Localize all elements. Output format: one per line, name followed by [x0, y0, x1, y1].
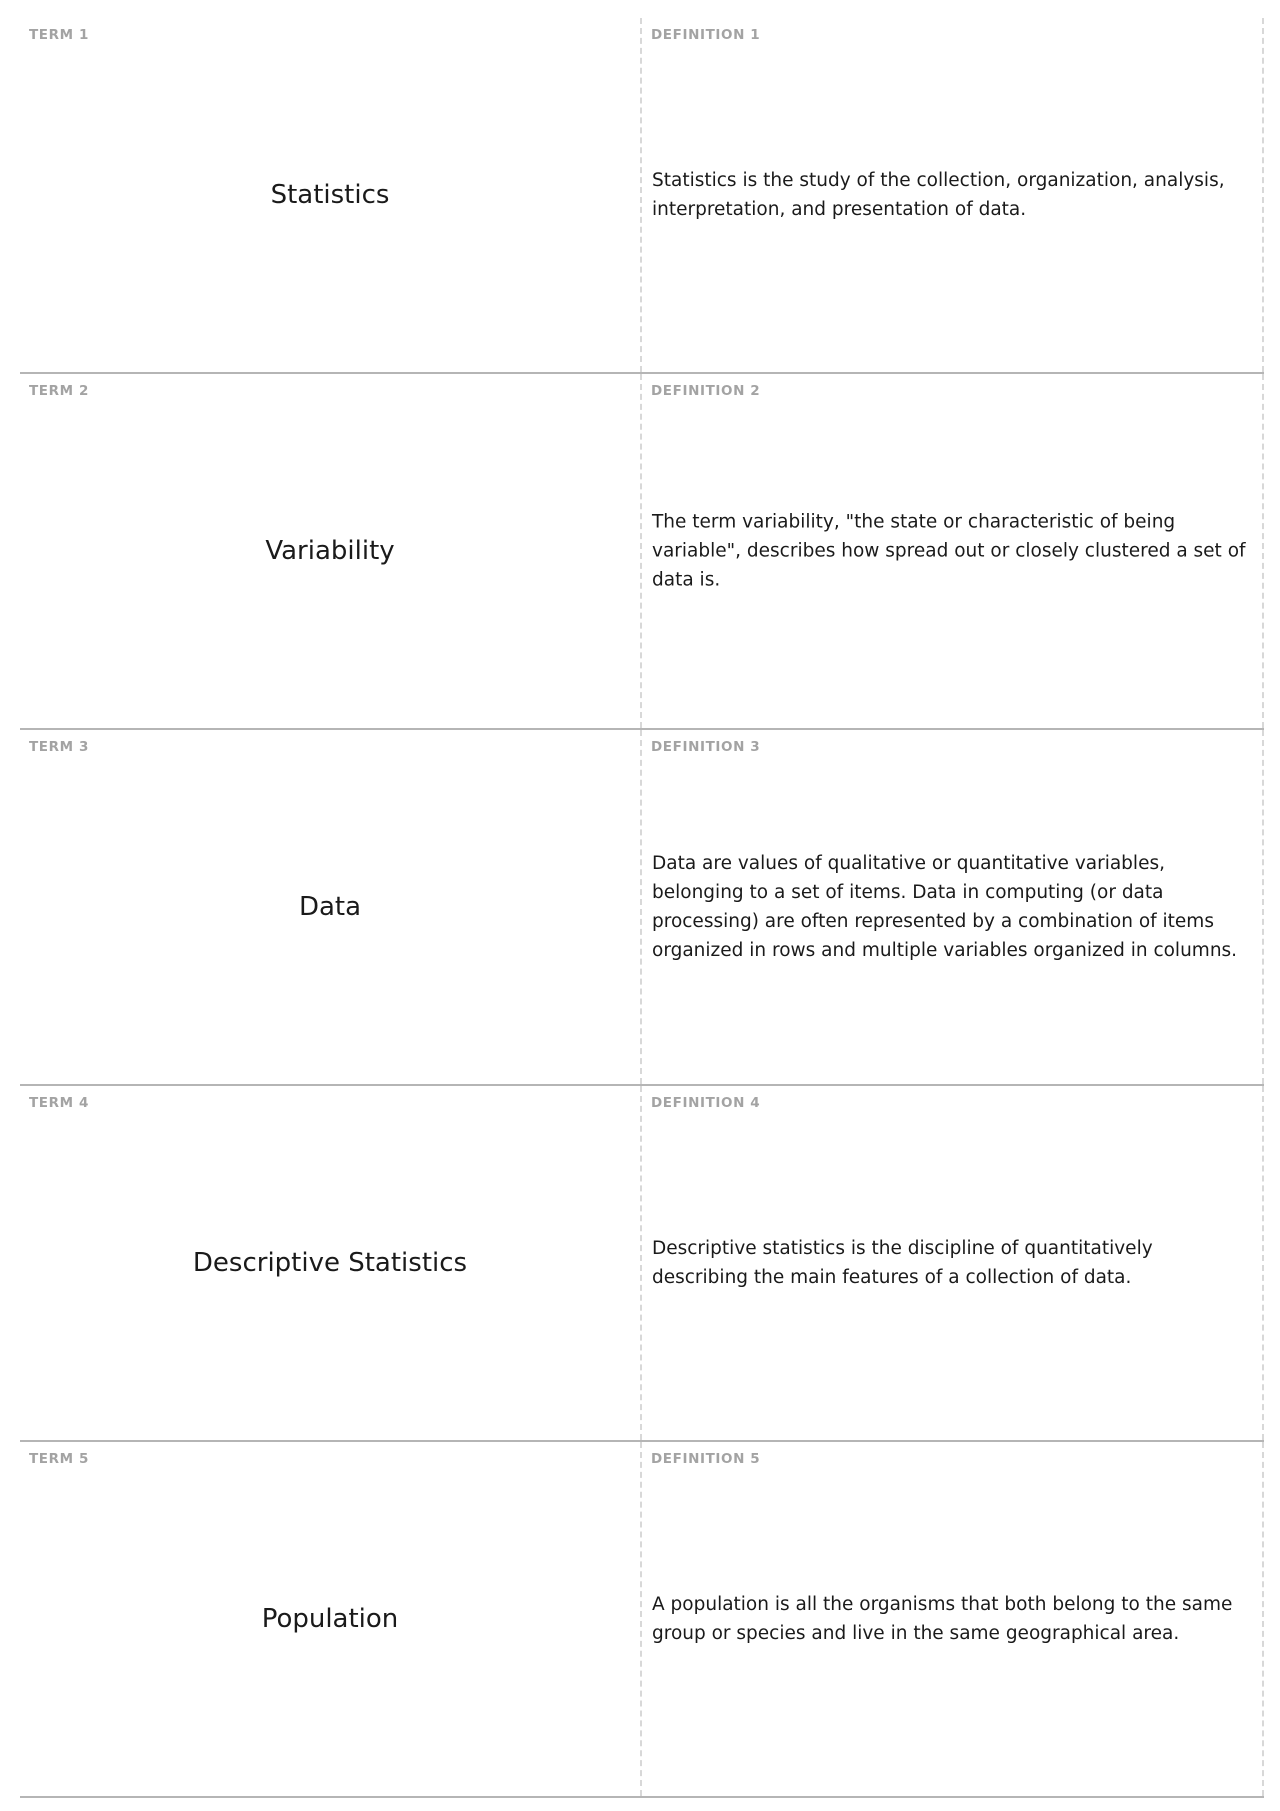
term-label: TERM 4 [29, 1095, 89, 1111]
flashcard-row-2 [20, 374, 1264, 730]
term-cell [20, 1086, 642, 1440]
definition-text: The term variability, "the state or characteristic of being variable", describes how spread out or closely clustered a set of data is. [652, 511, 1246, 591]
definition-label: DEFINITION 5 [651, 1451, 761, 1467]
term-text: Statistics [270, 180, 390, 210]
term-text: Variability [265, 536, 395, 566]
term-label: TERM 5 [29, 1451, 89, 1467]
definition-cell [642, 730, 1264, 1084]
definition-label: DEFINITION 3 [651, 739, 761, 755]
term-text: Population [261, 1604, 399, 1634]
definition-label: DEFINITION 2 [651, 383, 761, 399]
term-text: Data [298, 892, 362, 922]
definition-text: A population is all the organisms that both belong to the same group or species and live in the same geographical area. [652, 1594, 1233, 1644]
definition-label: DEFINITION 1 [651, 27, 761, 43]
term-cell [20, 18, 642, 372]
definition-text: Statistics is the study of the collection, organization, analysis, interpretation, and presentation of data. [652, 170, 1225, 220]
definition-text: Descriptive statistics is the discipline of quantitatively describing the main features of a collection of data. [652, 1238, 1153, 1288]
flashcard-row-5 [20, 1442, 1264, 1798]
flashcard-row-3 [20, 730, 1264, 1086]
definition-text: Data are values of qualitative or quantitative variables, belonging to a set of items. Data in computing (or data processing) are often represented by a combination of items organized in rows and multiple variables organized in columns. [652, 853, 1238, 961]
definition-label: DEFINITION 4 [651, 1095, 761, 1111]
term-cell [20, 1442, 642, 1796]
term-label: TERM 3 [29, 739, 89, 755]
definition-cell [642, 18, 1264, 372]
term-label: TERM 1 [29, 27, 89, 43]
term-label: TERM 2 [29, 383, 89, 399]
definition-cell [642, 1086, 1264, 1440]
definition-cell [642, 374, 1264, 728]
definition-cell [642, 1442, 1264, 1796]
term-cell [20, 730, 642, 1084]
flashcard-row-4 [20, 1086, 1264, 1442]
term-text: Descriptive Statistics [192, 1248, 468, 1278]
flashcard-sheet [20, 18, 1264, 1798]
flashcard-row-1 [20, 18, 1264, 374]
term-cell [20, 374, 642, 728]
